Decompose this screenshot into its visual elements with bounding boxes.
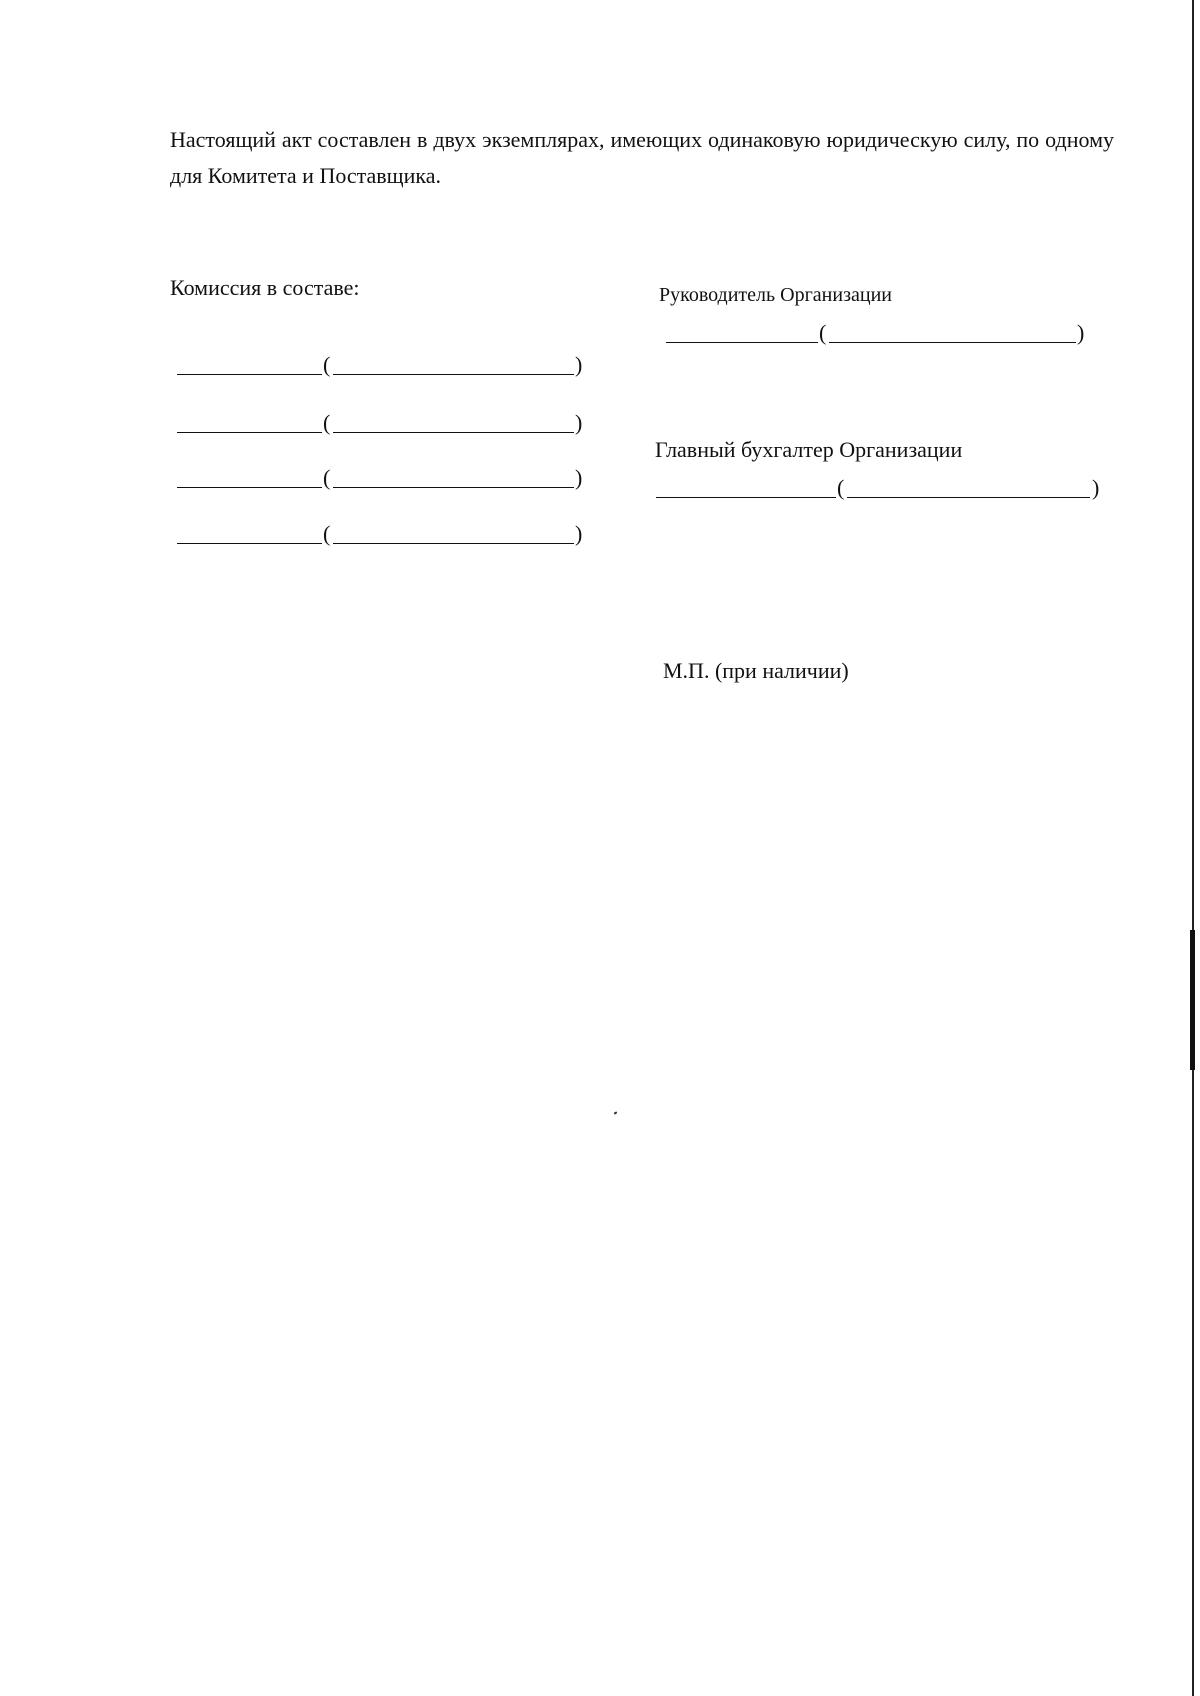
closing-paragraph: Настоящий акт составлен в двух экземплярах, имеющих одинаковую юридическую силу, по одному для Комитета и Поставщика. xyxy=(170,127,1114,188)
commission-signature-line-3 xyxy=(177,465,587,491)
name-blank xyxy=(333,374,574,375)
commission-signature-line-2 xyxy=(177,410,587,436)
scan-edge-shadow xyxy=(1190,930,1195,1070)
paren-open: ( xyxy=(837,475,845,500)
scan-speck xyxy=(614,1111,618,1114)
paren-close: ) xyxy=(575,410,583,435)
name-blank xyxy=(333,487,574,488)
signature-blank xyxy=(177,487,322,488)
name-blank xyxy=(333,543,574,544)
signature-blank xyxy=(177,432,322,433)
accountant-signature-line xyxy=(656,475,1106,501)
name-blank xyxy=(847,497,1090,498)
paren-close: ) xyxy=(575,352,583,377)
paren-open: ( xyxy=(323,410,331,435)
head-signature-line xyxy=(666,320,1096,346)
paren-close: ) xyxy=(1077,320,1085,345)
head-heading: Руководитель Организации xyxy=(659,284,892,306)
paren-open: ( xyxy=(819,320,827,345)
paren-open: ( xyxy=(323,352,331,377)
name-blank xyxy=(333,432,574,433)
paren-close: ) xyxy=(1092,475,1100,500)
signature-blank xyxy=(177,543,322,544)
commission-signature-line-4 xyxy=(177,521,587,547)
paren-close: ) xyxy=(575,521,583,546)
signature-blank xyxy=(666,342,818,343)
commission-heading: Комиссия в составе: xyxy=(170,275,360,300)
name-blank xyxy=(829,342,1076,343)
signature-blank xyxy=(656,497,836,498)
paren-open: ( xyxy=(323,465,331,490)
paren-open: ( xyxy=(323,521,331,546)
paren-close: ) xyxy=(575,465,583,490)
stamp-note: М.П. (при наличии) xyxy=(663,658,849,683)
signature-blank xyxy=(177,374,322,375)
accountant-heading: Главный бухгалтер Организации xyxy=(655,437,963,462)
commission-signature-line-1 xyxy=(177,352,587,378)
scan-edge-line xyxy=(1192,0,1194,1696)
